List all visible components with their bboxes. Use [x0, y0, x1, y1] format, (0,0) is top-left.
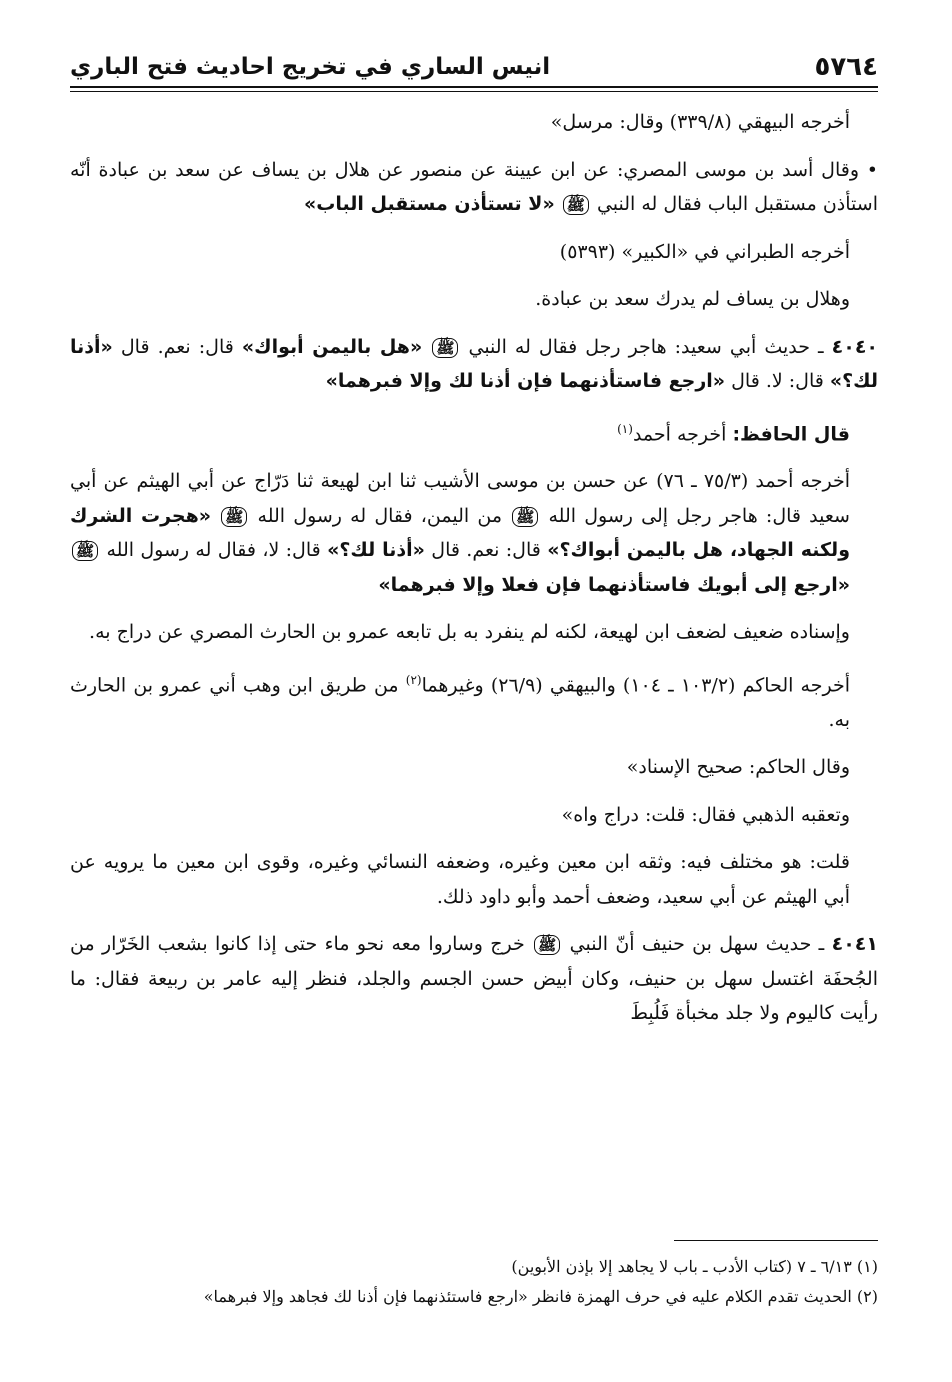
header-rule-thin — [70, 91, 878, 92]
paragraph-hakim-said: وقال الحاكم: صحيح الإسناد» — [626, 756, 850, 779]
hadith-quote: «أذنا لك؟» — [327, 539, 425, 562]
hadith-4041: ٤٠٤١ ـ حديث سهل بن حنيف أنّ النبي ﷺ خرج وساروا معه نحو ماء حتى إذا كانوا بشعب الخَرّار من الجُحفَة اغتسل سهل بن حنيف، وكان أبيض حسن الجسم والجلد، فنظر إليه عامر بن ربيعة فقال: ما رأيت كاليوم ولا جلد مخبأة فَلُبِطَ — [70, 933, 878, 1025]
hadith-quote: «هجرت الشرك ولكنه الجهاد، هل باليمن أبواك؟» — [70, 504, 850, 562]
hadith-quote: «هل باليمن أبواك» — [241, 335, 423, 358]
footnote-text: الحديث تقدم الكلام عليه في حرف الهمزة فانظر «ارجع فاستئذنهما فإن أذنا لك فجاهد وإلا فبرهما» — [203, 1287, 852, 1306]
hadith-number: ٤٠٤١ — [831, 933, 878, 956]
salawat-glyph: ﷺ — [563, 195, 589, 215]
footnote-1 — [70, 1252, 878, 1282]
hadith-quote: «ارجع إلى أبويك فاستأذنهما فإن فعلا وإلا فبرهما» — [378, 573, 850, 596]
footnote-2 — [70, 1282, 878, 1312]
footnote-ref: (٢) — [405, 672, 422, 687]
paragraph-isnad: وإسناده ضعيف لضعف ابن لهيعة، لكنه لم ينفرد به بل تابعه عمرو بن الحارث المصري عن دراج به. — [89, 621, 850, 644]
running-title: انيس الساري في تخريج احاديث فتح الباري — [70, 54, 551, 80]
salawat-glyph: ﷺ — [534, 935, 560, 955]
page-number: ٥٧٦٤ — [814, 52, 878, 82]
paragraph-tabarani: أخرجه الطبراني في «الكبير» (٥٣٩٣) — [559, 240, 850, 263]
paragraph-hilal: وهلال بن يساف لم يدرك سعد بن عبادة. — [535, 288, 850, 310]
paragraph-asad: • وقال أسد بن موسى المصري: عن ابن عيينة عن منصور عن هلال بن يساف عن سعد بن عبادة أنّه استأذن مستقبل الباب فقال له النبي ﷺ «لا تستأذن مستقبل الباب» — [70, 158, 878, 215]
salawat-glyph: ﷺ — [512, 507, 538, 527]
salawat-glyph: ﷺ — [221, 507, 247, 527]
footnote-text: ٦/١٣ ـ ٧ (كتاب الأدب ـ باب لا يجاهد إلا بإذن الأبوين) — [511, 1257, 852, 1276]
header-rule-thick — [70, 86, 878, 88]
footnote-marker: (٢) — [856, 1287, 878, 1306]
hafiz-label: قال الحافظ: — [732, 422, 850, 445]
hadith-quote: «ارجع فاستأذنهما فإن أذنا لك وإلا فبرهما» — [325, 370, 726, 392]
footnote-ref: (١) — [617, 421, 633, 436]
salawat-glyph: ﷺ — [432, 338, 458, 358]
hadith-quote: «لا تستأذن مستقبل الباب» — [303, 193, 555, 215]
paragraph-hakim: أخرجه الحاكم (١٠٣/٢ ـ ١٠٤) والبيهقي (٢٦/٩) وغيرهما$^{(٢)}$ من طريق ابن وهب أني عمرو بن الحارث به. — [70, 672, 850, 731]
salawat-glyph: ﷺ — [72, 541, 98, 561]
paragraph-bayhaqi: أخرجه البيهقي (٣٣٩/٨) وقال: مرسل» — [550, 111, 850, 133]
hadith-number: ٤٠٤٠ — [831, 335, 879, 358]
hadith-quote: «أذنا لك؟» — [70, 335, 878, 392]
footnotes — [70, 1252, 878, 1312]
paragraph-ahmad: أخرجه أحمد (٧٥/٣ ـ ٧٦) عن حسن بن موسى الأشيب ثنا ابن لهيعة ثنا دَرّاج عن أبي الهيثم عن أبي سعيد قال: هاجر رجل إلى رسول الله ﷺ من اليمن، فقال له رسول الله ﷺ «هجرت الشرك ولكنه الجهاد، هل باليمن أبواك؟» قال: نعم. قال «أذنا لك؟» قال: لا، فقال له رسول الله ﷺ «ارجع إلى أبويك فاستأذنهما فإن فعلا وإلا فبرهما» — [70, 470, 850, 596]
footnote-marker: (١) — [856, 1257, 878, 1276]
hafiz-statement: قال الحافظ: أخرجه أحمد$^{(١)}$ — [617, 421, 850, 445]
footnote-rule — [674, 1240, 878, 1241]
paragraph-dhahabi: وتعقبه الذهبي فقال: قلت: دراج واه» — [561, 803, 850, 826]
main-text — [70, 105, 878, 1044]
hadith-4040: ٤٠٤٠ ـ حديث أبي سعيد: هاجر رجل فقال له النبي ﷺ «هل باليمن أبواك» قال: نعم. قال «أذنا لك؟» قال: لا. قال «ارجع فاستأذنهما فإن أذنا لك وإلا فبرهما» — [70, 335, 879, 392]
paragraph-comment: قلت: هو مختلف فيه: وثقه ابن معين وغيره، وضعفه النسائي وغيره، وقوى ابن معين ما يرويه عن أبي الهيثم عن أبي سعيد، وضعف أحمد وأبو داود ذلك. — [70, 851, 850, 908]
